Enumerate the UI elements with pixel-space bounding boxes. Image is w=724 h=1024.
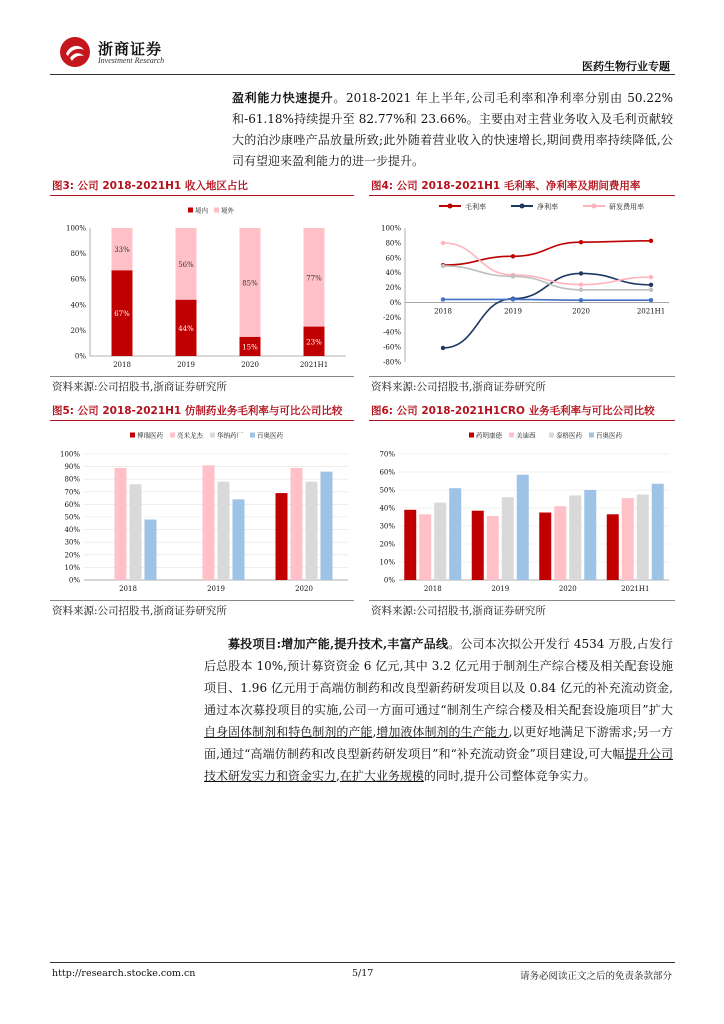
bar	[652, 484, 664, 580]
bar	[622, 498, 634, 580]
series-point	[579, 282, 583, 286]
series-point	[511, 297, 515, 301]
paragraph-lead-bold: 募投项目:增加产能,提升技术,丰富产品线	[228, 637, 449, 651]
y-tick-label: 30%	[379, 522, 395, 531]
legend-swatch	[509, 433, 514, 438]
figure-6-source: 资料来源:公司招股书,浙商证券研究所	[371, 605, 546, 617]
legend-label: 泰格医药	[556, 431, 582, 440]
series-point	[441, 346, 445, 350]
data-label: 77%	[306, 274, 322, 283]
y-tick-label: 0%	[68, 576, 80, 585]
x-tick-label: 2020	[558, 585, 577, 593]
series-point	[579, 298, 583, 302]
y-tick-label: 100%	[65, 224, 86, 233]
report-type: 医药生物行业专题	[582, 60, 670, 73]
y-tick-label: -20%	[383, 313, 401, 322]
chart-revenue-region	[50, 198, 354, 374]
data-label: 85%	[242, 279, 258, 288]
x-tick-label: 2018	[434, 307, 452, 316]
figure-6-title	[371, 403, 655, 418]
source-rule	[50, 600, 354, 601]
source-rule	[369, 600, 675, 601]
data-label: 33%	[114, 246, 130, 255]
y-tick-label: 50%	[379, 486, 395, 495]
bar	[203, 465, 215, 580]
legend-swatch	[214, 208, 219, 213]
y-tick-label: 30%	[64, 538, 80, 547]
x-tick-label: 2018	[119, 585, 137, 593]
x-tick-label: 2019	[207, 585, 225, 593]
legend-swatch	[549, 433, 554, 438]
y-tick-label: 40%	[385, 269, 401, 278]
x-tick-label: 2020	[241, 361, 259, 369]
figure-caption: 公司 2018-2021H1 毛利率、净利率及期间费用率	[396, 180, 641, 192]
legend-label: 百奥医药	[596, 431, 622, 440]
legend-marker	[520, 204, 525, 209]
series-point	[441, 241, 445, 245]
bar	[419, 514, 431, 580]
bar	[306, 482, 318, 580]
y-tick-label: 0%	[383, 576, 395, 585]
bar	[502, 497, 514, 580]
footer-url[interactable]: http://research.stocke.com.cn	[52, 968, 196, 979]
paragraph-text: ,	[372, 725, 377, 739]
figure-3-source: 资料来源:公司招股书,浙商证券研究所	[52, 381, 227, 393]
legend-label: 净利率	[537, 203, 558, 211]
legend-swatch	[589, 433, 594, 438]
underlined-text: 在扩大业务规模	[339, 769, 424, 783]
x-tick-label: 2019	[504, 307, 522, 316]
underlined-text: 提升公司技术研发实力和资金实力	[204, 747, 673, 783]
figure-number: 图5:	[52, 405, 75, 417]
footer-divider	[50, 962, 675, 963]
paragraph-fundraising	[204, 633, 673, 787]
y-tick-label: 40%	[64, 526, 80, 535]
logo-text-en: Investment Research	[98, 56, 165, 65]
bar	[569, 495, 581, 580]
y-tick-label: 80%	[70, 250, 86, 259]
series-line	[443, 299, 651, 300]
data-label: 15%	[242, 343, 258, 352]
legend-swatch	[170, 433, 175, 438]
legend-swatch	[469, 433, 474, 438]
figure-number: 图3:	[52, 180, 75, 192]
figure-5-rule	[50, 420, 354, 421]
y-tick-label: 0%	[389, 298, 401, 307]
data-label: 56%	[178, 260, 194, 269]
y-tick-label: 40%	[70, 301, 86, 310]
data-label: 44%	[178, 324, 194, 333]
legend-swatch	[210, 433, 215, 438]
x-tick-label: 2020	[295, 585, 313, 593]
footer-disclaimer: 请务必阅读正文之后的免责条款部分	[519, 971, 672, 982]
series-point	[579, 288, 583, 292]
y-tick-label: 80%	[385, 239, 401, 248]
legend-swatch	[250, 433, 255, 438]
x-tick-label: 2021H1	[636, 307, 666, 316]
legend-label: 博瑞医药	[137, 431, 163, 440]
figure-4-source: 资料来源:公司招股书,浙商证券研究所	[371, 381, 546, 393]
y-tick-label: 70%	[64, 488, 80, 497]
chart-cro-margin	[369, 424, 675, 598]
series-point	[649, 298, 653, 302]
bar	[539, 513, 551, 581]
figure-number: 图4:	[371, 180, 394, 192]
y-tick-label: 10%	[64, 563, 80, 572]
source-rule	[50, 376, 354, 377]
paragraph-text: ,以更好地满足下游需求;另一方面,通过“高端仿制药和改良型新药研发项目”和“补充流动资金”项目建设,可大幅	[204, 725, 673, 761]
series-line	[443, 273, 651, 348]
bar	[218, 482, 230, 580]
legend-label: 亮米龙杰	[177, 431, 203, 440]
y-tick-label: 90%	[64, 463, 80, 472]
y-tick-label: 60%	[385, 254, 401, 263]
legend-label: 药明康德	[476, 431, 502, 440]
y-tick-label: 60%	[70, 275, 86, 284]
series-point	[579, 240, 583, 244]
paragraph-text: ,	[336, 769, 340, 783]
series-point	[511, 254, 515, 258]
x-tick-label: 2021H1	[621, 585, 650, 593]
y-tick-label: 20%	[379, 540, 395, 549]
header-divider	[50, 74, 675, 75]
y-tick-label: 20%	[70, 326, 86, 335]
figure-number: 图6:	[371, 405, 394, 417]
bar	[517, 475, 529, 580]
figure-caption: 公司 2018-2021H1 收入地区占比	[77, 180, 248, 192]
series-point	[649, 239, 653, 243]
legend-swatch	[188, 208, 193, 213]
series-point	[441, 297, 445, 301]
figure-3-title	[52, 178, 248, 193]
x-tick-label: 2019	[491, 585, 510, 593]
figure-5-title	[52, 403, 342, 418]
bar	[487, 516, 499, 580]
figure-caption: 公司 2018-2021H1CRO 业务毛利率与可比公司比较	[396, 405, 655, 417]
series-point	[649, 275, 653, 279]
legend-marker	[448, 204, 453, 209]
underlined-text: 增加液体制剂的生产能力	[376, 725, 509, 739]
legend-label: 境外	[221, 206, 234, 215]
chart-generic-margin	[50, 424, 354, 598]
y-tick-label: 20%	[385, 284, 401, 293]
legend-swatch	[130, 433, 135, 438]
y-tick-label: 70%	[379, 450, 395, 459]
legend-marker	[592, 204, 597, 209]
x-tick-label: 2020	[572, 307, 590, 316]
bar	[434, 503, 446, 580]
y-tick-label: 100%	[380, 224, 401, 233]
paragraph-text: 的同时,提升公司整体竞争实力。	[423, 769, 596, 783]
figure-4-title	[371, 178, 640, 193]
x-tick-label: 2019	[177, 361, 195, 369]
figure-caption: 公司 2018-2021H1 仿制药业务毛利率与可比公司比较	[77, 405, 343, 417]
y-tick-label: 0%	[74, 352, 86, 361]
series-point	[511, 274, 515, 278]
y-tick-label: 50%	[64, 513, 80, 522]
figure-5-source: 资料来源:公司招股书,浙商证券研究所	[52, 605, 227, 617]
y-tick-label: -60%	[383, 343, 401, 352]
bar	[276, 493, 288, 580]
paragraph-lead-bold: 盈利能力快速提升	[232, 91, 334, 105]
x-tick-label: 2021H1	[299, 361, 329, 369]
bar	[291, 468, 303, 580]
bar	[554, 506, 566, 580]
company-logo-icon	[58, 36, 92, 68]
paragraph-text: 。2018-2021 年上半年,公司毛利率和净利率分别由 50.22%和-61.18%持续提升至 82.77%和 23.66%。主要由对主营业务收入及毛利贡献较大的泊沙康唑产品放量所致;此外随着营业收入的快速增长,期间费用率持续降低,公司有望迎来盈利能力的进一步提升。	[232, 91, 673, 168]
bar	[637, 495, 649, 581]
legend-label: 百奥医药	[257, 431, 283, 440]
data-label: 23%	[306, 338, 322, 347]
y-tick-label: -80%	[383, 358, 401, 367]
y-tick-label: -40%	[383, 328, 401, 337]
logo-text-cn: 浙商证券	[98, 40, 163, 58]
bar	[584, 490, 596, 580]
figure-4-rule	[369, 195, 675, 196]
bar	[233, 499, 245, 580]
series-line	[443, 241, 651, 265]
paragraph-text: 。公司本次拟公开发行 4534 万股,占发行后总股本 10%,预计募资资金 6 亿元,其中 3.2 亿元用于制剂生产综合楼及相关配套设施项目、1.96 亿元用于高端仿制药和改良型新药研发项目以及 0.84 亿元的补充流动资金,通过本次募投项目的实施,公司一方面可通过“制剂生产综合楼及相关配套设施项目”扩大	[204, 637, 673, 717]
series-point	[649, 283, 653, 287]
y-tick-label: 20%	[64, 551, 80, 560]
bar	[404, 510, 416, 580]
x-tick-label: 2018	[113, 361, 131, 369]
bar	[321, 472, 333, 580]
y-tick-label: 80%	[64, 475, 80, 484]
bar	[607, 514, 619, 580]
y-tick-label: 10%	[379, 558, 395, 567]
chart-margins	[369, 198, 675, 374]
legend-label: 研发费用率	[609, 203, 644, 211]
source-rule	[369, 376, 675, 377]
legend-label: 境内	[195, 206, 208, 215]
data-label: 67%	[114, 310, 130, 319]
x-tick-label: 2018	[423, 585, 442, 593]
series-point	[649, 288, 653, 292]
figure-6-rule	[369, 420, 675, 421]
y-tick-label: 40%	[379, 504, 395, 513]
underlined-text: 自身固体制剂和特色制剂的产能	[204, 725, 373, 739]
legend-label: 毛利率	[465, 203, 486, 211]
bar	[472, 511, 484, 580]
y-tick-label: 100%	[59, 450, 80, 459]
legend-label: 华纳药厂	[217, 431, 243, 440]
bar	[115, 468, 127, 580]
y-tick-label: 60%	[379, 468, 395, 477]
legend-label: 美迪西	[516, 431, 536, 440]
series-point	[579, 271, 583, 275]
bar	[145, 520, 157, 580]
paragraph-profitability	[232, 88, 673, 172]
y-tick-label: 60%	[64, 500, 80, 509]
figure-3-rule	[50, 195, 354, 196]
page-number: 5/17	[352, 968, 374, 979]
series-point	[441, 264, 445, 268]
bar	[449, 488, 461, 580]
bar	[130, 484, 142, 580]
